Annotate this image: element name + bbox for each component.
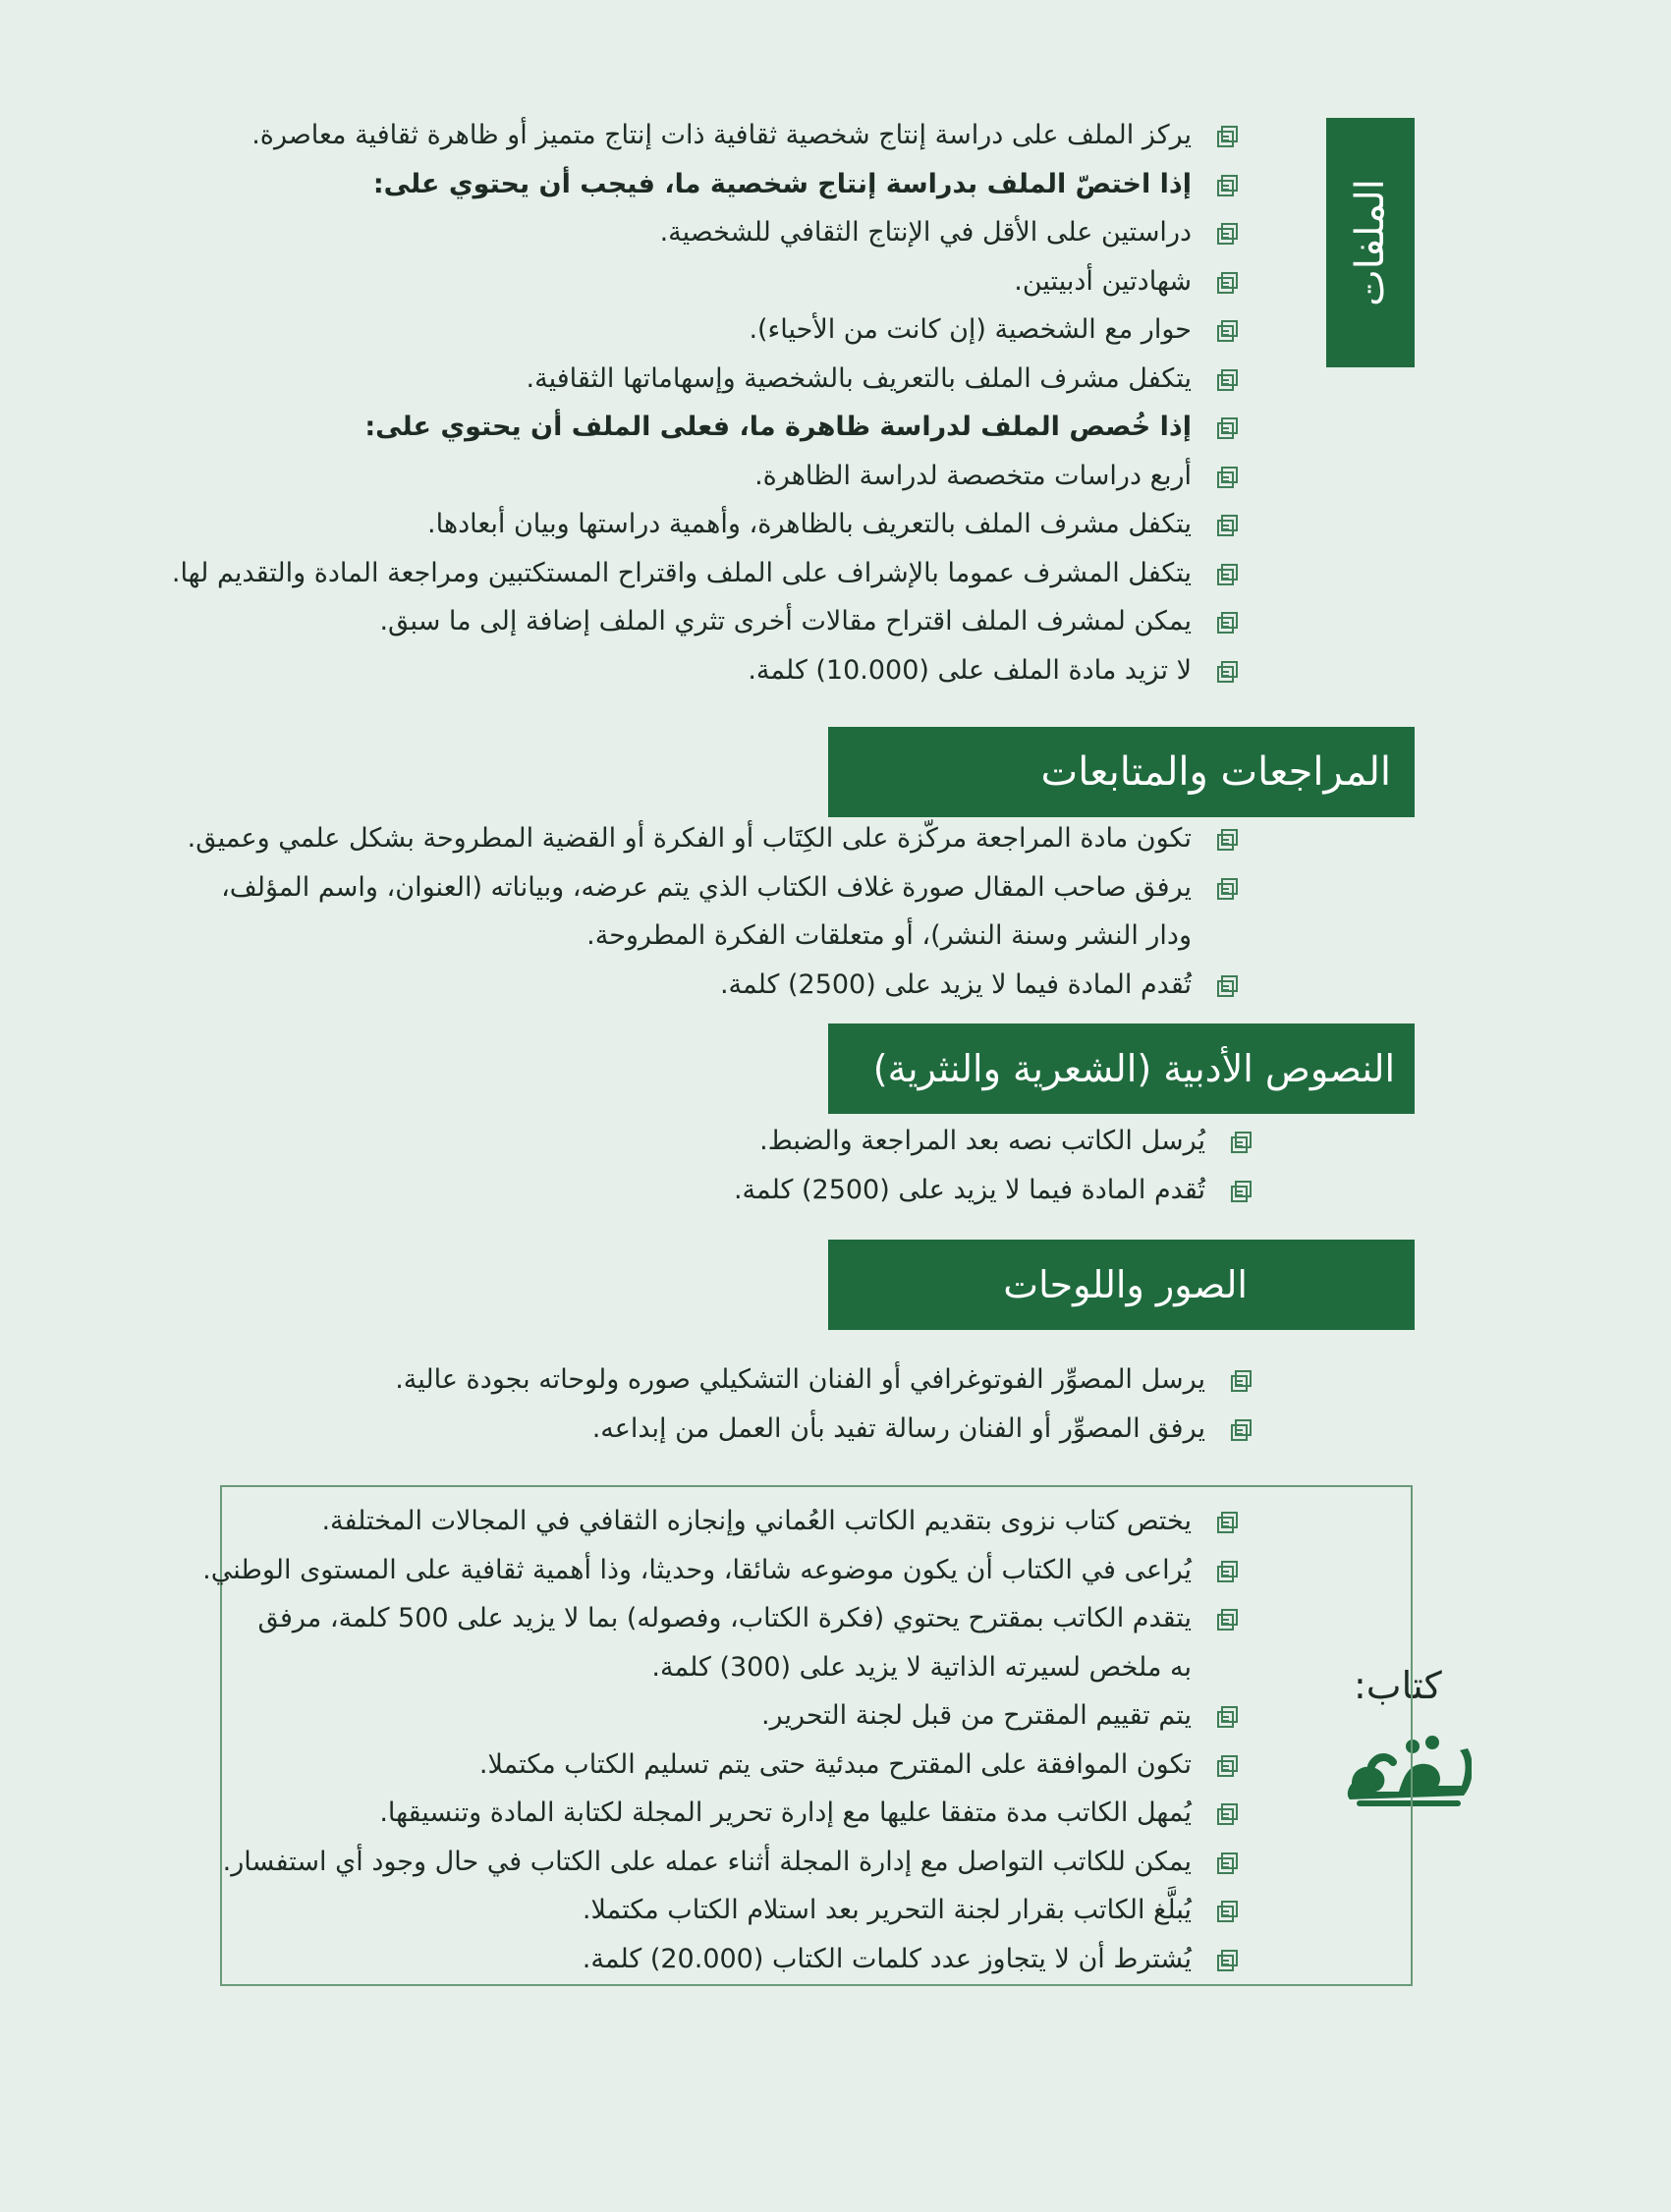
bullet-icon [1215,1510,1241,1535]
list-item-text: حوار مع الشخصية (إن كانت من الأحياء). [749,314,1192,345]
list-item [131,549,1241,598]
list-item [131,452,1241,501]
literary-header-label: النصوص الأدبية (الشعرية والنثرية) [872,1047,1395,1090]
bullet-icon [1215,610,1241,636]
list-item [131,355,1241,404]
list-item-text: تُقدم المادة فيما لا يزيد على (2500) كلمة. [733,1174,1205,1205]
list-item-text: يُرسل الكاتب نصه بعد المراجعة والضبط. [759,1126,1205,1156]
list-item-text: يتكفل المشرف عموما بالإشراف على الملف واقتراح المستكتبين ومراجعة المادة والتقديم لها. [171,557,1192,588]
list-item-text: يُشترط أن لا يتجاوز عدد كلمات الكتاب (20.000) كلمة. [582,1943,1192,1974]
list-item-text: يتكفل مشرف الملف بالتعريف بالظاهرة، وأهمية دراستها وبيان أبعادها. [427,509,1192,539]
list-item [131,208,1241,257]
bullet-icon [1215,562,1241,587]
list-item-text: يتكفل مشرف الملف بالتعريف بالشخصية وإسهاماتها الثقافية. [526,362,1192,394]
bullet-icon [1215,1948,1241,1973]
list-item-text: يُمهل الكاتب مدة متفقا عليها مع إدارة تحرير المجلة لكتابة المادة وتنسيقها. [379,1797,1192,1828]
list-item-text: لا تزيد مادة الملف على (10.000) كلمة. [748,654,1192,686]
bullet-icon [1215,318,1241,344]
list-item [249,1691,1241,1741]
list-item [209,863,1241,961]
list-item-text: إذا اختصّ الملف بدراسة إنتاج شخصية ما، فيجب أن يحتوي على: [372,168,1192,199]
images-list [370,1355,1254,1453]
list-item-text: تكون مادة المراجعة مركّزة على الكِتَاب أو الفكرة أو القضية المطروحة بشكل علمي وعميق. [187,823,1192,854]
list-item [222,1838,1241,1887]
list-item-text: يمكن لمشرف الملف اقتراح مقالات أخرى تثري الملف إضافة إلى ما سبق. [379,606,1192,636]
list-item-text: يمكن للكاتب التواصل مع إدارة المجلة أثناء عمله على الكتاب في حال وجود أي استفسار. [222,1846,1192,1877]
list-item [370,1405,1254,1454]
list-item [249,1789,1241,1838]
list-item [469,1117,1254,1166]
bullet-icon [1215,1753,1241,1779]
files-header [1326,118,1415,367]
list-item-text: يرفق المصوِّر أو الفنان رسالة تفيد بأن العمل من إبداعه. [591,1412,1205,1444]
list-item [469,1166,1254,1215]
list-item-text: يُراعى في الكتاب أن يكون موضوعه شائقا، وحديثا، وذا أهمية ثقافية على المستوى الوطني. [202,1554,1192,1585]
list-item [249,1935,1241,1984]
reviews-header [828,727,1415,817]
list-item [187,814,1241,863]
reviews-list [187,814,1241,1009]
bullet-icon [1215,221,1241,247]
bullet-icon [1215,1899,1241,1924]
list-item [131,597,1241,646]
literary-list [469,1117,1254,1214]
list-item [131,500,1241,549]
list-item-text: يرسل المصوِّر الفوتوغرافي أو الفنان التشكيلي صوره ولوحاته بجودة عالية. [395,1364,1205,1395]
bullet-icon [1229,1130,1254,1155]
bullet-icon [1215,1704,1241,1730]
reviews-header-label: المراجعات والمتابعات [1040,749,1391,795]
list-item [131,111,1241,160]
list-item-text: يختص كتاب نزوى بتقديم الكاتب العُماني وإنجازه الثقافي في المجالات المختلفة. [321,1506,1192,1536]
list-item-text: يُبلَّغ الكاتب بقرار لجنة التحرير بعد استلام الكتاب مكتملا. [582,1895,1192,1925]
bullet-icon [1215,270,1241,296]
list-item-text: تكون الموافقة على المقترح مبدئية حتى يتم تسليم الكتاب مكتملا. [478,1748,1192,1780]
bullet-icon [1215,173,1241,198]
list-item-text: شهادتين أدبيتين. [1014,265,1192,297]
bullet-icon [1215,465,1241,490]
images-header [828,1240,1415,1330]
list-item-text: أربع دراسات متخصصة لدراسة الظاهرة. [754,460,1192,491]
list-item-text: يتم تقييم المقترح من قبل لجنة التحرير. [760,1700,1192,1731]
list-item [131,403,1241,452]
list-item [249,1886,1241,1935]
list-item [209,961,1241,1010]
list-item-text: تُقدم المادة فيما لا يزيد على (2500) كلمة. [719,968,1192,1000]
images-header-label: الصور واللوحات [1003,1263,1248,1306]
list-item [249,1594,1241,1691]
bullet-icon [1215,1559,1241,1584]
list-item [131,160,1241,209]
bullet-icon [1215,876,1241,902]
list-item [249,1741,1241,1790]
list-item [202,1546,1241,1595]
list-item-text: يرفق صاحب المقال صورة غلاف الكتاب الذي يتم عرضه، وبياناته (العنوان، واسم المؤلف، ودار النشر وسنة النشر)، أو متعلقات الفكرة المطروحة. [221,871,1192,951]
list-item-text: يركز الملف على دراسة إنتاج شخصية ثقافية ذات إنتاج متميز أو ظاهرة ثقافية معاصرة. [251,120,1192,150]
bullet-icon [1215,1851,1241,1876]
bullet-icon [1229,1368,1254,1394]
list-item [131,646,1241,695]
list-item [370,1355,1254,1405]
bullet-icon [1215,124,1241,149]
files-header-label: الملفات [1348,179,1393,306]
bullet-icon [1215,367,1241,393]
book-label: كتاب: [1354,1664,1442,1707]
list-item-text: إذا خُصص الملف لدراسة ظاهرة ما، فعلى الملف أن يحتوي على: [364,412,1192,442]
list-item [131,257,1241,306]
bullet-icon [1215,1801,1241,1827]
files-list [131,111,1241,694]
list-item-text: دراستين على الأقل في الإنتاج الثقافي للشخصية. [659,217,1192,248]
bullet-icon [1215,415,1241,441]
bullet-icon [1215,513,1241,538]
list-item [249,1497,1241,1546]
literary-header [828,1023,1415,1114]
bullet-icon [1215,973,1241,999]
bullet-icon [1229,1417,1254,1443]
bullet-icon [1215,659,1241,685]
bullet-icon [1215,1607,1241,1632]
list-item [131,305,1241,355]
book-list [202,1497,1241,1983]
list-item-text: يتقدم الكاتب بمقترح يحتوي (فكرة الكتاب، وفصوله) بما لا يزيد على 500 كلمة، مرفق به ملخص لسيرته الذاتية لا يزيد على (300) كلمة. [257,1603,1192,1683]
bullet-icon [1229,1179,1254,1204]
bullet-icon [1215,827,1241,853]
